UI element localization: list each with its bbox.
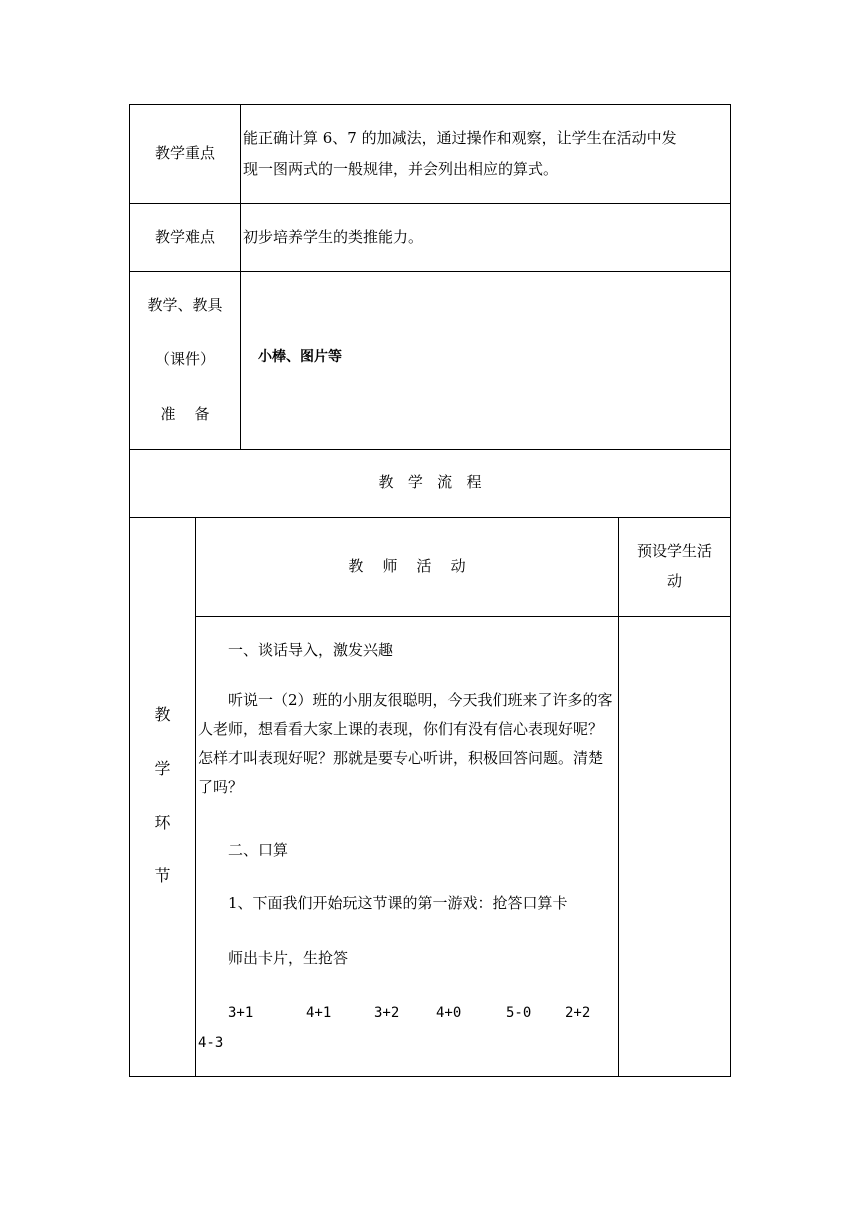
- focus-content-line2: 现一图两式的一般规律，并会列出相应的算式。: [243, 160, 559, 178]
- table-border-bottom: [129, 1076, 731, 1077]
- section1-title: 一、谈话导入，激发兴趣: [228, 641, 394, 659]
- oral-card: 4+1: [306, 1005, 332, 1021]
- oral-card: 3+2: [374, 1005, 400, 1021]
- oral-card: 3+1: [228, 1005, 254, 1021]
- row-divider: [129, 517, 731, 518]
- side-label-char: 节: [154, 866, 171, 885]
- tools-label-line3: 准 备: [160, 405, 210, 423]
- student-activity-header-line2: 动: [666, 572, 682, 590]
- oral-card: 5-0: [506, 1005, 532, 1021]
- oral-card: 2+2: [565, 1005, 591, 1021]
- table-border-top: [129, 104, 731, 105]
- oral-card: 4-3: [198, 1035, 224, 1051]
- column-divider: [240, 104, 241, 450]
- table-border-left: [129, 104, 130, 1077]
- tools-label-line1: 教学、教具: [147, 296, 223, 314]
- section2-item1: 1、下面我们开始玩这节课的第一游戏：抢答口算卡: [228, 894, 568, 912]
- section1-body: 听说一（2）班的小朋友很聪明，今天我们班来了许多的客人老师，想看看大家上课的表现，你们有没有信心表现好呢？怎样才叫表现好呢？那就是要专心听讲，积极回答问题。清楚了吗？: [198, 691, 613, 796]
- teacher-activity-header: 教 师 活 动: [348, 557, 466, 575]
- row-divider: [195, 616, 731, 617]
- row-divider: [129, 449, 731, 450]
- row-divider: [129, 271, 731, 272]
- side-label-char: 教: [154, 705, 171, 724]
- flow-title: 教 学 流 程: [378, 473, 482, 491]
- section2-title: 二、口算: [228, 841, 289, 859]
- row-divider: [129, 203, 731, 204]
- side-label-char: 环: [154, 813, 171, 832]
- table-border-right: [730, 104, 731, 1077]
- student-activity-header-line1: 预设学生活: [636, 542, 712, 560]
- focus-label: 教学重点: [154, 144, 215, 162]
- side-label-char: 学: [154, 759, 171, 778]
- focus-content-line1: 能正确计算 6、7 的加减法，通过操作和观察，让学生在活动中发: [243, 129, 677, 147]
- section2-item2: 师出卡片，生抢答: [228, 949, 349, 967]
- tools-label-line2: （课件）: [154, 350, 215, 368]
- difficulty-content: 初步培养学生的类推能力。: [243, 228, 424, 246]
- oral-card: 4+0: [436, 1005, 462, 1021]
- difficulty-label: 教学难点: [154, 228, 215, 246]
- tools-content: 小棒、图片等: [258, 349, 342, 365]
- column-divider: [195, 517, 196, 1077]
- column-divider: [618, 517, 619, 1077]
